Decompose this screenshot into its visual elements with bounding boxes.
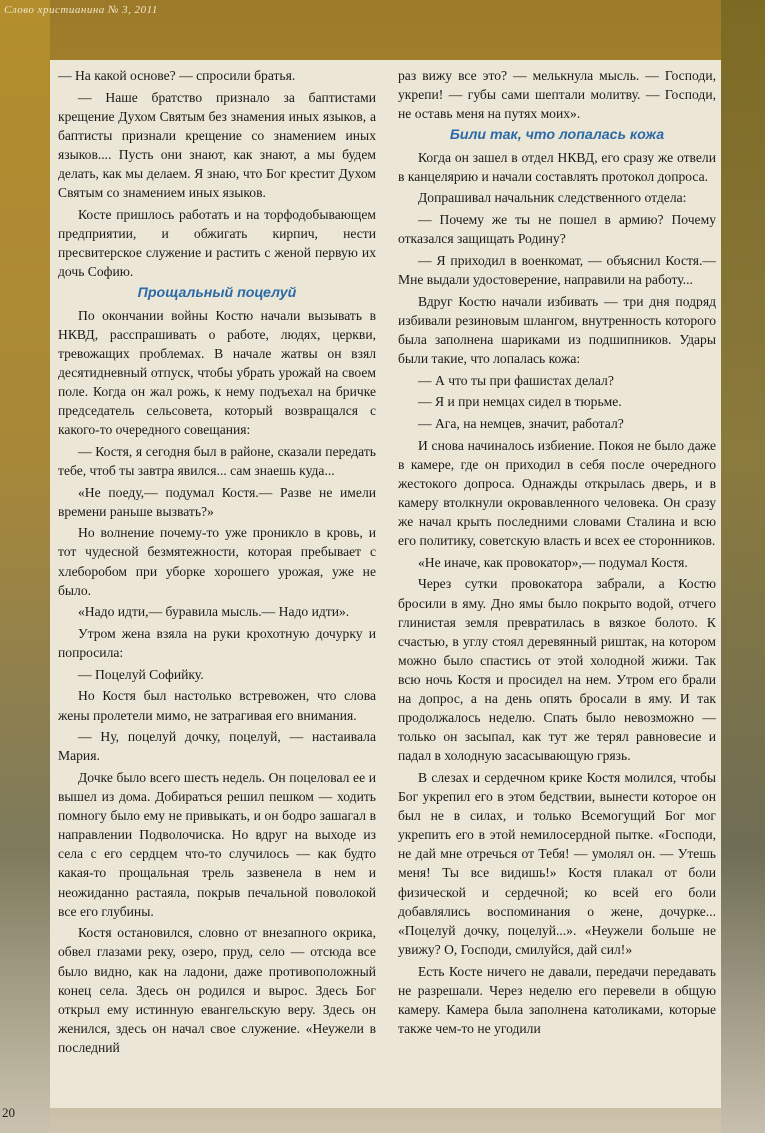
paragraph: — Ну, поцелуй дочку, поцелуй, — настаивала Мария. <box>58 729 376 764</box>
paragraph: Но волнение почему-то уже проникло в кровь, и тот чудесной безмятежности, которая пребывает с хлеборобом при уборке хорошего урожая, уже не было. <box>58 525 376 598</box>
right-column <box>398 66 716 1041</box>
paragraph: Костя остановился, словно от внезапного окрика, обвел глазами реку, озеро, пруд, село — отсюда все было видно, как на ладони, даже противоположный конец села. Здесь он родился и вырос. Здесь Бог открыл ему истинную евангельскую веру. Здесь он женился, здесь он начал свое служение. «Неужели в последний <box>58 925 376 1055</box>
right-paragraphs-1 <box>398 66 716 123</box>
paragraph: — Я и при немцах сидел в тюрьме. <box>418 394 622 410</box>
paragraph: В слезах и сердечном крике Костя молился, чтобы Бог укрепил его в этом бедствии, вынести которое он был не в силах, и только Всемогущий Бог мог укрепить его в этой немилосердной пытке. «Господи, не дай мне отречься от Тебя! — умолял он. — Утешь меня! Ты все видишь!» Костя плакал от боли физической и сердечной; ко всей его боли добавлялись воспоминания о жене, дочурке... «Поцелуй дочку, поцелуй...». «Неужели больше не увижу? О, Господи, смилуйся, дай сил!» <box>398 770 716 957</box>
paragraph: Допрашивал начальник следственного отдела: <box>418 190 687 206</box>
paragraph: «Не иначе, как провокатор»,— подумал Костя. <box>418 554 688 570</box>
section-heading-beaten: Били так, что лопалась кожа <box>449 126 665 143</box>
running-header: Слово христианина № 3, 2011 <box>4 4 158 16</box>
left-paragraphs-1 <box>58 66 376 281</box>
left-paragraphs-2 <box>58 306 376 1058</box>
paragraph: — Поцелуй Софийку. <box>78 666 204 682</box>
paragraph: Утром жена взяла на руки крохотную дочурку и попросила: <box>58 625 376 661</box>
paragraph: И снова начиналось избиение. Покоя не было даже в камере, где он приходил в себя после очередного жестокого допроса. Однажды открылась дверь, и в камеру втолкнули окровавленного человека. Он сразу же начал крыть последними словами Сталина и всю его политику, советскую власть и всех ее сторонников. <box>398 437 716 549</box>
page-number: 20 <box>2 1105 15 1120</box>
decorative-frame-right <box>721 0 765 1133</box>
paragraph: По окончании войны Костю начали вызывать в НКВД, расспрашивать о работе, людях, церкви, тревожащих проблемах. В начале жатвы он взял десятидневный отпуск, чтобы убрать урожай на своем поле. Когда он жал рожь, к нему подъехал на бричке председатель сельсовета, который возвращался с какого-то очередного совещания: <box>58 307 376 438</box>
paragraph: — Костя, я сегодня был в районе, сказали передать тебе, чтоб ты завтра явился... сам знаешь куда... <box>58 443 376 478</box>
paragraph: Когда он зашел в отдел НКВД, его сразу же отвели в канцелярию и начали составлять протокол допроса. <box>398 149 716 184</box>
paragraph: Есть Косте ничего не давали, передачи передавать не разрешали. Через неделю его перевели в общую камеру. Камера была заполнена католиками, которые также чем-то не угодили <box>398 963 716 1036</box>
paragraph: «Не поеду,— подумал Костя.— Разве не имели времени раньше вызвать?» <box>58 484 376 519</box>
paragraph: Дочке было всего шесть недель. Он поцеловал ее и вышел из дома. Добираться решил пешком — ходить помногу было ему не привыкать, и он бодро зашагал в направлении Подволочиска. Но вдруг на выходе из села с его сердцем что-то случилось — как будто какая-то прощальная трель зазвенела в нем и неожиданно растаяла, покрыв печальной поволокой все его глубины. <box>58 770 376 919</box>
paragraph: «Надо идти,— буравила мысль.— Надо идти». <box>78 604 350 620</box>
section-heading-farewell-kiss: Прощальный поцелуй <box>137 284 297 301</box>
paragraph: Но Костя был настолько встревожен, что слова жены пролетели мимо, не затрагивая его внимания. <box>58 688 376 723</box>
paragraph: раз вижу все это? — мелькнула мысль. — Господи, укрепи! — губы сами шептали молитву. — Господи, не оставь меня на путях моих». <box>398 68 716 122</box>
paragraph: — Почему же ты не пошел в армию? Почему отказался защищать Родину? <box>398 212 716 247</box>
paragraph: — Я приходил в военкомат, — объяснил Костя.— Мне выдали удостоверение, направили на работу... <box>398 252 716 287</box>
left-column <box>58 66 376 1060</box>
decorative-frame-left <box>0 0 50 1133</box>
paragraph: — А что ты при фашистах делал? <box>418 372 614 388</box>
paragraph: Вдруг Костю начали избивать — три дня подряд избивали резиновым шлангом, внутренность которого была заполнена шариками из подшипников. Удары были такие, что лопалась кожа: <box>398 293 716 366</box>
right-paragraphs-2 <box>398 148 716 1038</box>
paragraph: Косте пришлось работать и на торфодобывающем предприятии, и обжигать кирпич, нести пресвитерское служение и растить с женой первую их дочь Софию. <box>58 206 376 280</box>
paragraph: — Наше братство признало за баптистами крещение Духом Святым без знамения иных языков, а баптисты признали крещение со знамением иных языков.... Пусть они знают, как знают, а мы будем делать, как мы делаем. Я знаю, что Бог крестит Духом Святым со знамением иных языков. <box>58 89 376 201</box>
paragraph: Через сутки провокатора забрали, а Костю бросили в яму. Дно ямы было покрыто водой, отчего глинистая земля превратилась в вязкое болото. К счастью, в углу стоял деревянный риштак, на котором можно было спастись от этой холодной жижи. Так всю ночь Костя и просидел на нем. Утром его брали на допрос, а на день опять бросали в яму. И так продолжалось неделю. Спать было невозможно — только он засыпал, как тут же терял равновесие и падал в холодную засасывающую грязь. <box>398 576 716 764</box>
paragraph: — На какой основе? — спросили братья. <box>58 68 296 83</box>
paragraph: — Ага, на немцев, значит, работал? <box>418 415 624 431</box>
